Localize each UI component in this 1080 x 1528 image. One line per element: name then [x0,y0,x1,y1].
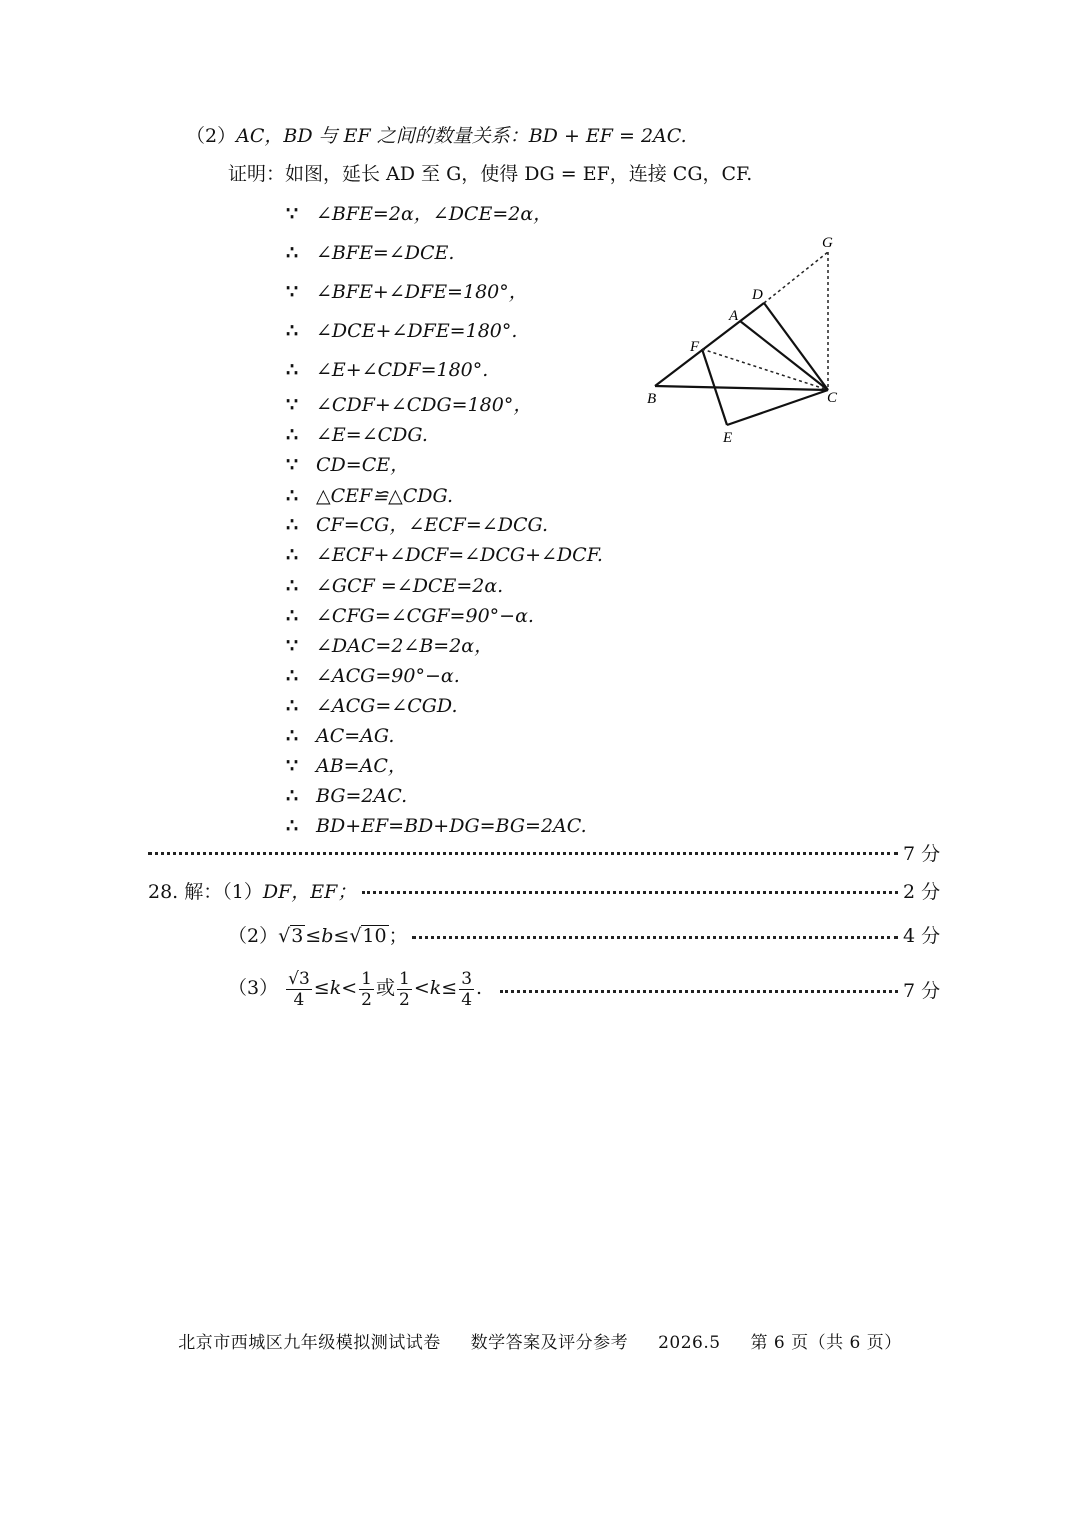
dashed-DG [764,252,828,303]
part2-statement-line [186,124,687,148]
proof-step [286,664,460,688]
proof-step [286,358,488,382]
dashed-FC [702,349,828,390]
therefore-symbol: ∴ [286,605,299,627]
therefore-symbol: ∴ [286,424,299,446]
part2-statement: AC，BD 与 EF 之间的数量关系：BD + EF = 2AC. [236,125,687,147]
therefore-symbol: ∴ [286,785,299,807]
sqrt-3: 3 [291,925,304,947]
q28-p2-tail: ； [388,925,408,947]
label-G: G [822,235,833,251]
q28-part3 [228,964,482,1012]
score-q28-1: 2 分 [903,881,941,903]
fraction-three-quarters: $\frac{3}{4}$ [461,968,473,1010]
therefore-symbol: ∴ [286,815,299,837]
proof-step [286,393,532,417]
because-symbol: ∵ [286,281,299,303]
proof-step [286,754,407,778]
proof-step-text: ∠GCF =∠DCE=2α. [316,575,504,597]
proof-step [286,484,453,508]
therefore-symbol: ∴ [286,359,299,381]
proof-step-text: AB=AC， [316,755,407,777]
geometry-figure [630,228,870,458]
proof-step [286,634,493,658]
proof-step [286,453,409,477]
proof-step-text: ∠CDF+∠CDG=180°， [316,394,533,416]
label-F: F [690,339,700,355]
because-symbol: ∵ [286,394,299,416]
footer-school: 北京市西城区九年级模拟测试试卷 [178,1333,441,1353]
therefore-symbol: ∴ [286,695,299,717]
proof-step [286,694,458,718]
fraction-one-half: $\frac{1}{2}$ [361,968,372,1010]
footer-title: 数学答案及评分参考 [470,1333,629,1353]
label-A: A [729,308,739,324]
proof-construction [228,162,752,186]
q28-p3-head: （3） [228,977,279,999]
proof-step [286,280,528,304]
proof-step [286,724,394,748]
q28-p3-ineq1: ≤k< [313,977,358,999]
score-q28-3: 7 分 [903,980,941,1002]
because-symbol: ∵ [286,755,299,777]
because-symbol: ∵ [286,454,299,476]
q28-p1-answer: DF，EF； [262,881,357,903]
dotted-leader [412,936,898,939]
proof-step-text: ∠E=∠CDG. [316,424,428,446]
therefore-symbol: ∴ [286,575,299,597]
dotted-leader [500,990,898,993]
because-symbol: ∵ [286,203,299,225]
q28-p3-ineq2: <k≤ [413,977,458,999]
q28-label: 28. 解： [148,881,223,903]
proof-step-text: CF=CG，∠ECF=∠DCG. [316,514,549,536]
proof-step [286,513,548,537]
label-B: B [647,391,657,407]
proof-step-text: BD+EF=BD+DG=BG=2AC. [316,815,587,837]
dotted-leader [362,891,898,894]
q28-p2-inequality: ≤b≤ [305,925,350,947]
because-symbol: ∵ [286,635,299,657]
therefore-symbol: ∴ [286,320,299,342]
construction-text: 证明：如图，延长 AD 至 G，使得 DG = EF，连接 CG，CF. [228,163,753,185]
footer-date: 2026.5 [658,1333,721,1353]
proof-step [286,543,603,567]
page-footer [0,1328,1080,1353]
segment-EC [727,390,828,425]
fraction-sqrt3-over-4: $\frac{√3}{4}$ [288,968,310,1010]
proof-step [286,574,503,598]
footer-page: 第 6 页（共 6 页） [750,1333,902,1353]
label-E: E [723,430,733,446]
proof-step-text: ∠CFG=∠CGF=90°−α. [316,605,534,627]
score-q28-2: 4 分 [903,925,941,947]
q28-p3-or: 或 [375,977,395,999]
proof-step [286,814,587,838]
q28-p3-tail: . [476,977,483,999]
sqrt-10: 10 [362,925,387,947]
q28-part1 [148,880,356,904]
score-part2: 7 分 [903,843,941,865]
proof-step [286,241,454,265]
fraction-one-half: $\frac{1}{2}$ [399,968,410,1010]
proof-step-text: ∠ACG=∠CGD. [316,695,458,717]
proof-step-text: BG=2AC. [316,785,408,807]
proof-step-text: ∠E+∠CDF=180°. [316,359,489,381]
proof-step-text: ∠ECF+∠DCF=∠DCG+∠DCF. [316,544,603,566]
therefore-symbol: ∴ [286,242,299,264]
proof-step-text: ∠ACG=90°−α. [316,665,460,687]
therefore-symbol: ∴ [286,514,299,536]
label-D: D [752,287,763,303]
label-C: C [827,390,838,406]
proof-step-text: ∠BFE=2α，∠DCE=2α， [316,203,553,225]
q28-p1-head: （1） [222,881,263,903]
proof-step-text: ∠DCE+∠DFE=180°. [316,320,518,342]
segment-BC [655,386,828,390]
therefore-symbol: ∴ [286,665,299,687]
proof-step [286,423,428,447]
therefore-symbol: ∴ [286,544,299,566]
therefore-symbol: ∴ [286,485,299,507]
proof-step-text: AC=AG. [316,725,395,747]
therefore-symbol: ∴ [286,725,299,747]
proof-step-text: ∠BFE+∠DFE=180°， [316,281,528,303]
q28-p2-head: （2） [228,925,279,947]
proof-step-text: ∠DAC=2∠B=2α， [316,635,494,657]
proof-step [286,604,534,628]
proof-step-text: CD=CE， [316,454,410,476]
dotted-leader [148,852,898,855]
q28-part2: （2）√3 ≤b≤√10 ； [228,925,408,947]
proof-step [286,784,407,808]
proof-step-text: △CEF≌△CDG. [316,485,454,507]
proof-step [286,319,517,343]
proof-step [286,202,552,226]
part2-head: （2） [186,125,237,147]
proof-step-text: ∠BFE=∠DCE. [316,242,455,264]
